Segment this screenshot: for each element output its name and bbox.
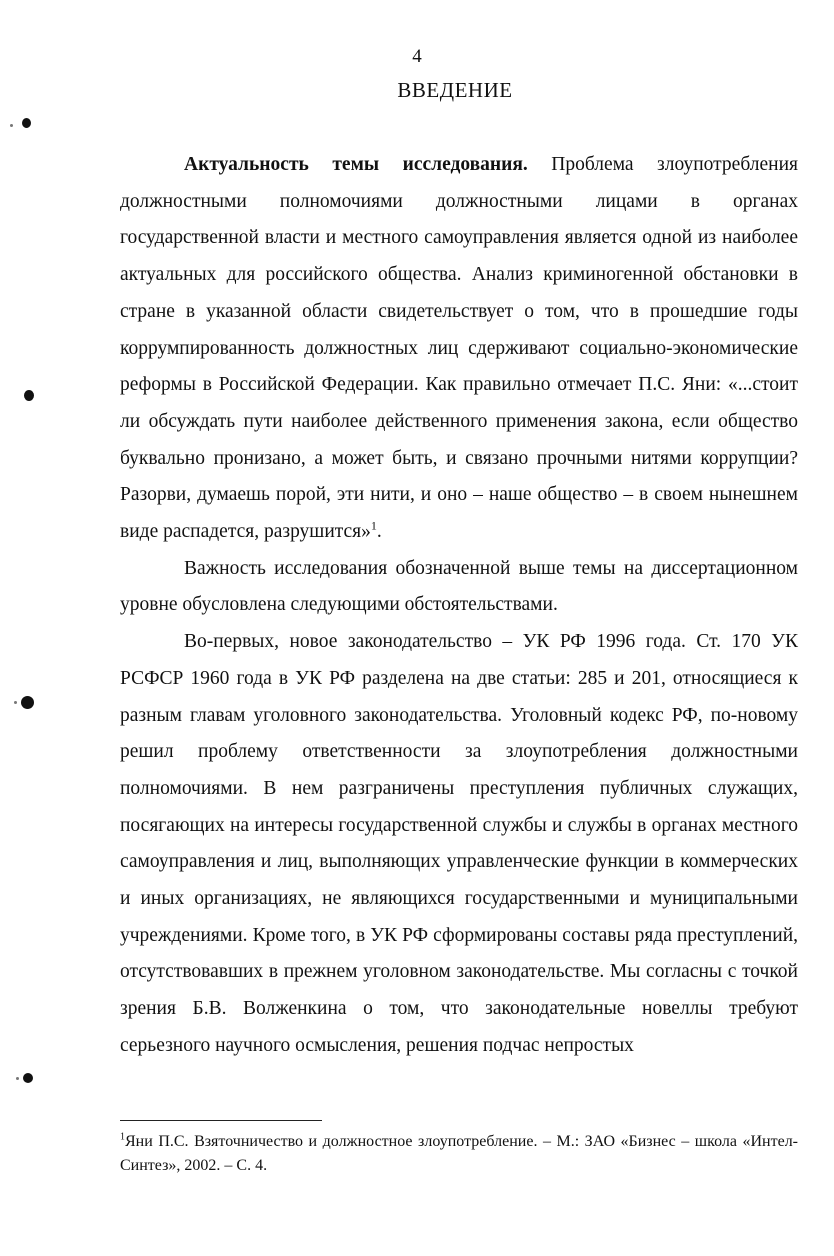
section-heading: ВВЕДЕНИЕ [397,78,513,102]
binding-hole-mark [21,696,34,709]
footnote-divider [120,1120,322,1121]
scan-speck [14,701,17,704]
scan-speck [10,124,13,127]
paragraph-1-tail: . [376,521,382,543]
paragraph-1-lead: Актуальность темы исследования. [184,154,528,175]
footnote [120,1130,798,1178]
paragraph-3: Во-первых, новое законодательство – УК РФ 1996 года. Ст. 170 УК РСФСР 1960 года в УК РФ разделена на две статьи: 285 и 201, относящиеся к разным главам уголовного законодательства. Уголовный кодекс РФ, по-новому решил проблему ответственности за злоупотребления должностными полномочиями. В нем разграничены преступления публичных служащих, посягающих на интересы государственной службы и службы в органах местного самоуправления и лиц, выполняющих управленческие функции в коммерческих и иных организациях, не являющихся государственными и муниципальными учреждениями. Кроме того, в УК РФ сформированы составы ряда преступлений, отсутствовавших в прежнем уголовном законодательстве. Мы согласны с точкой зрения Б.В. Волженкина о том, что законодательные новеллы требуют серьезного научного осмысления, решения подчас непростых [120,631,798,1056]
footnote-marker: 1 [120,1131,125,1143]
paragraph-2: Важность исследования обозначенной выше темы на диссертационном уровне обусловлена следующими обстоятельствами. [120,557,798,616]
binding-hole-mark [24,390,34,401]
body-text [120,147,798,1065]
page-number: 4 [412,46,422,67]
binding-hole-mark [23,1073,33,1083]
binding-hole-mark [22,118,31,128]
footnote-ref: 1 [370,518,377,533]
scan-speck [16,1077,19,1080]
footnote-text: Яни П.С. Взяточничество и должностное злоупотребление. – М.: ЗАО «Бизнес – школа «Интел-Синтез», 2002. – С. 4. [120,1133,798,1174]
paragraph-1 [120,147,798,551]
paragraph-1-text: Проблема злоупотребления должностными полномочиями должностными лицами в органах государственной власти и местного самоуправления является одной из наиболее актуальных для российского общества. Анализ криминогенной обстановки в стране в указанной области свидетельствует о том, что в прошедшие годы коррумпированность должностных лиц сдерживают социально-экономические реформы в Российской Федерации. Как правильно отмечает П.С. Яни: «...стоит ли обсуждать пути наиболее действенного применения закона, если общество буквально пронизано, а может быть, и связано прочными нитями коррупции? Разорви, думаешь порой, эти нити, и оно – наше общество – в своем нынешнем виде распадется, разрушится» [120,154,799,543]
